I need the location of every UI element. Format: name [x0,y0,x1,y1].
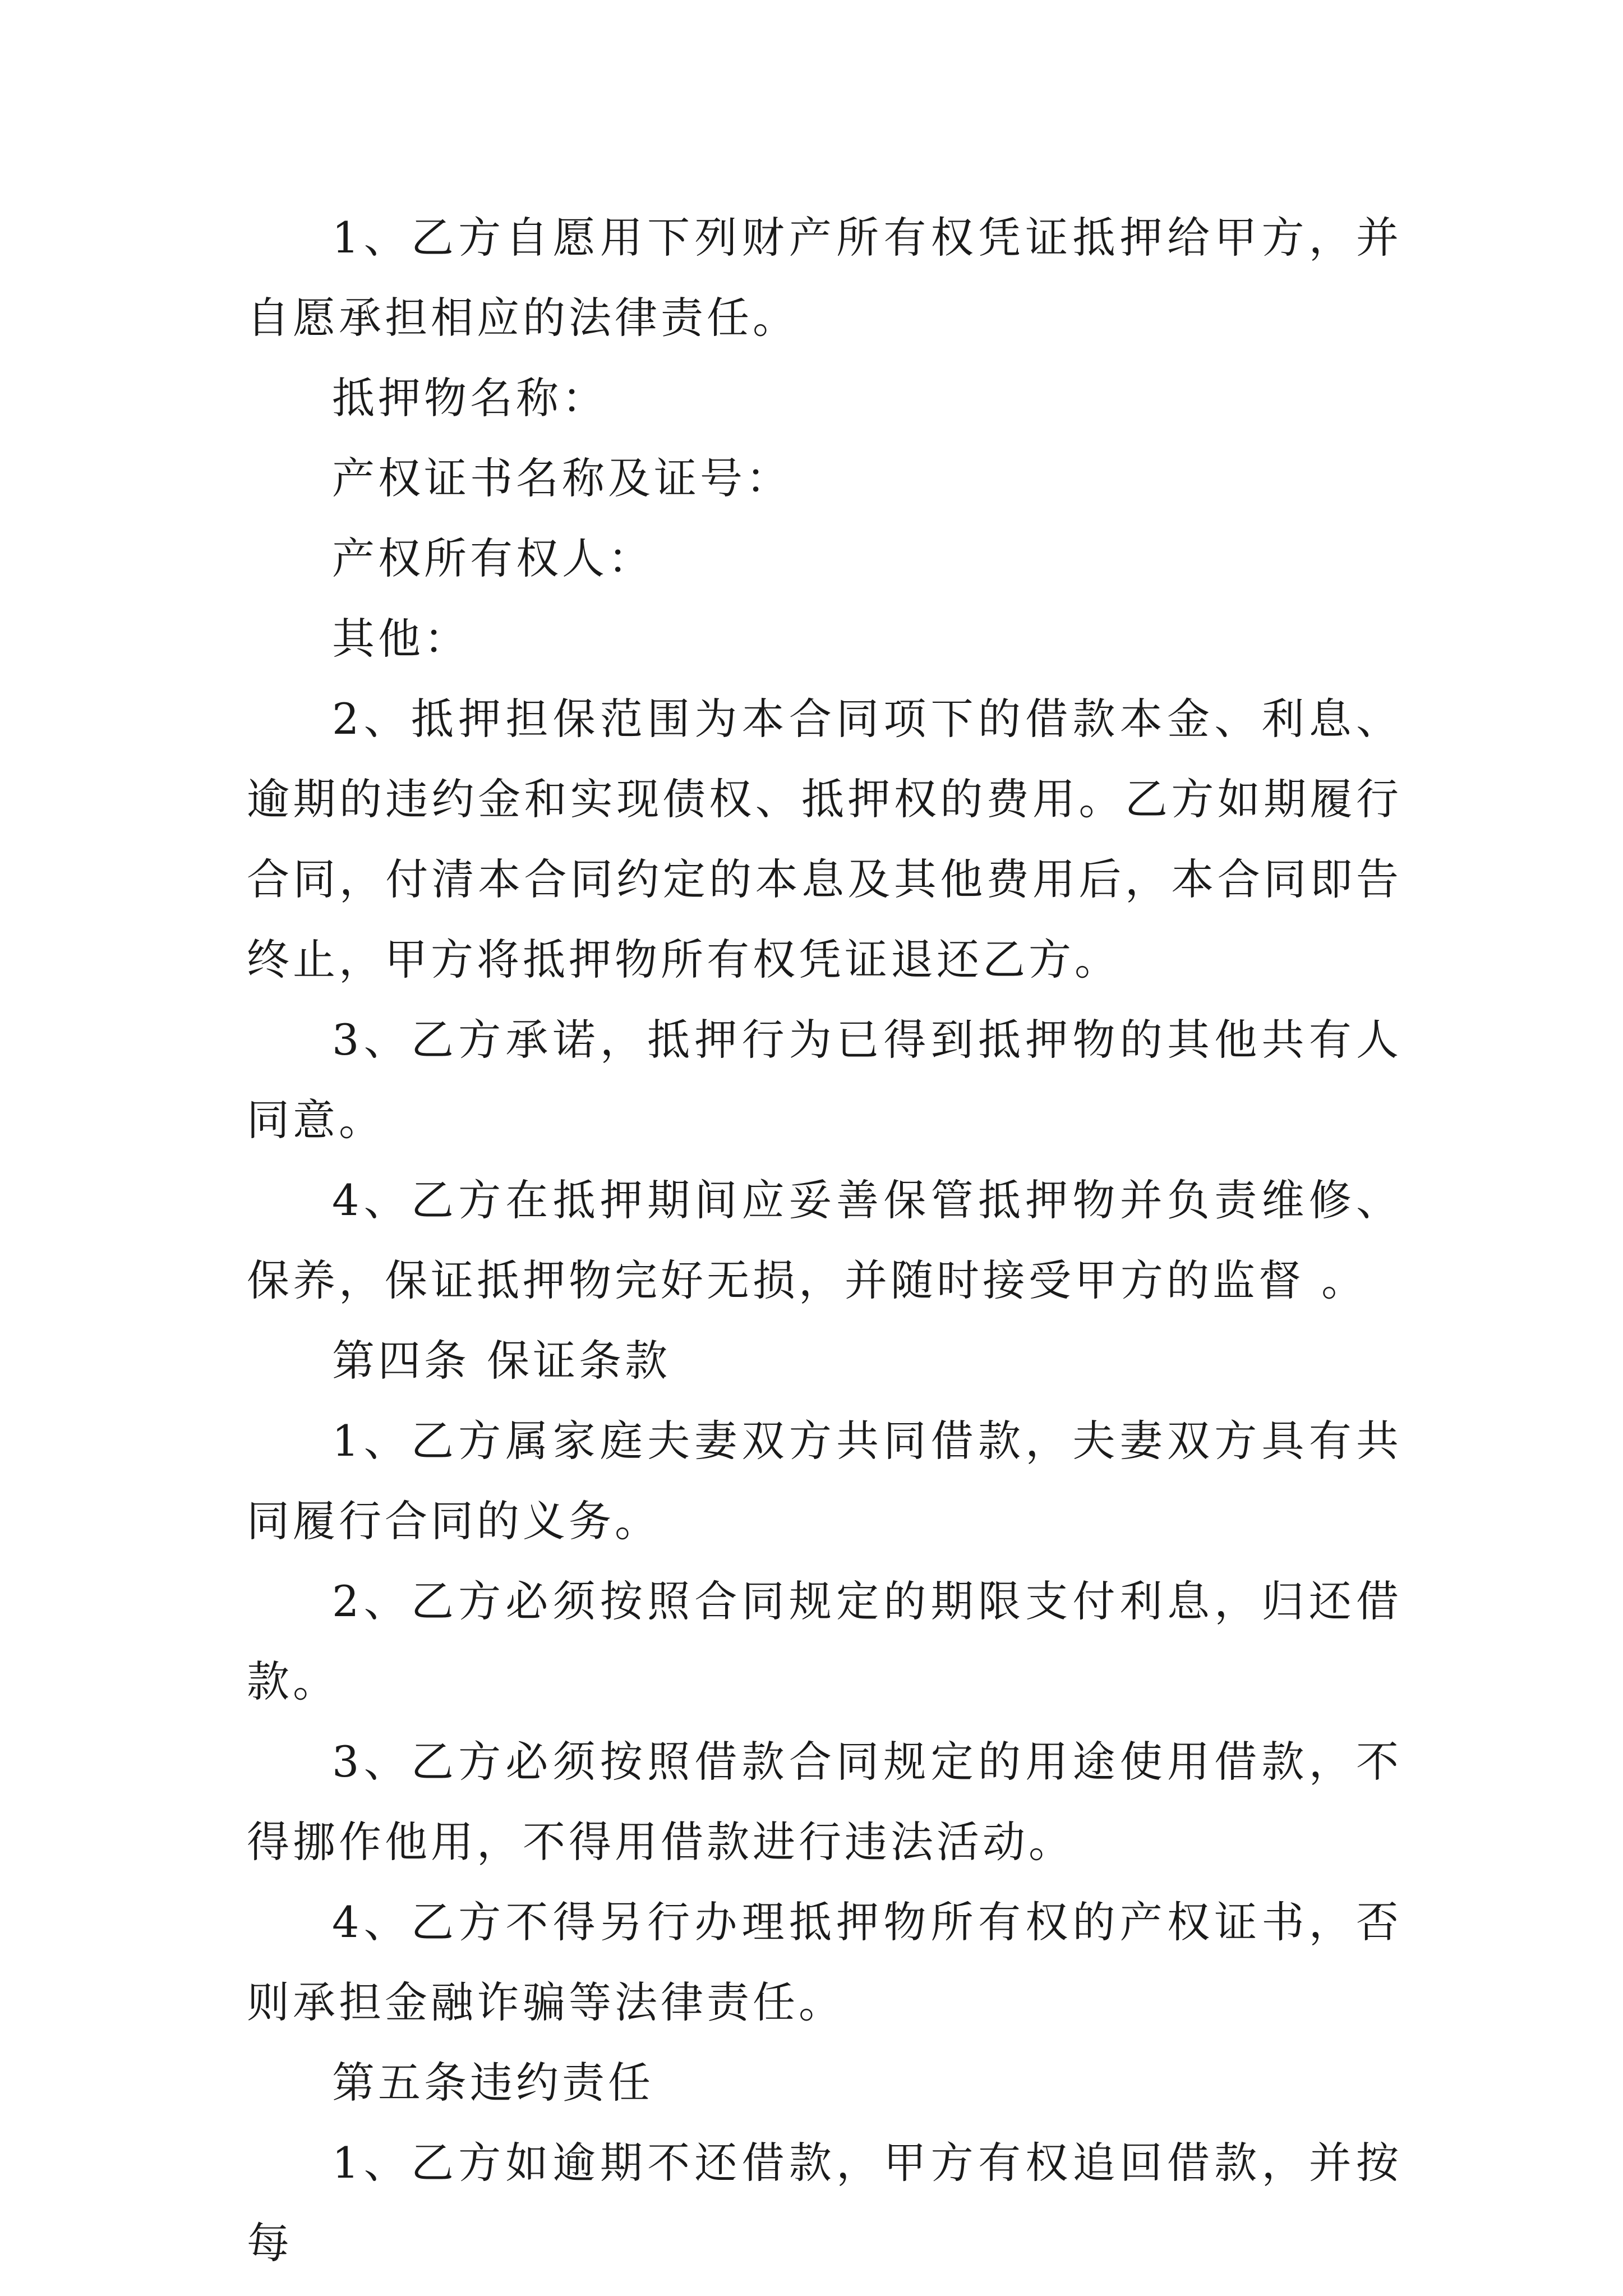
paragraph-collateral-name: 抵押物名称： [332,373,608,423]
paragraph-clause-3: 3、乙方承诺，抵押行为已得到抵押物的其他共有人同意。 [247,1015,1402,1145]
document-body [247,197,1402,2283]
paragraph-guarantee-3: 3、乙方必须按照借款合同规定的用途使用借款，不得挪作他用，不得用借款进行违法活动。 [247,1737,1402,1867]
paragraph-breach-1: 1、乙方如逾期不还借款，甲方有权追回借款，并按每 [247,2138,1402,2268]
paragraph-certificate-name: 产权证书名称及证号： [332,453,792,503]
paragraph-guarantee-4: 4、乙方不得另行办理抵押物所有权的产权证书，否则承担金融诈骗等法律责任。 [247,1897,1402,2027]
section-heading-article-5: 第五条违约责任 [332,2058,654,2108]
paragraph-clause-1: 1、乙方自愿用下列财产所有权凭证抵押给甲方，并自愿承担相应的法律责任。 [247,213,1402,343]
paragraph-guarantee-1: 1、乙方属家庭夫妻双方共同借款，夫妻双方具有共同履行合同的义务。 [247,1416,1402,1546]
paragraph-other: 其他： [332,614,470,664]
paragraph-guarantee-2: 2、乙方必须按照合同规定的期限支付利息，归还借款。 [247,1576,1402,1706]
paragraph-clause-2: 2、抵押担保范围为本合同项下的借款本金、利息、逾期的违约金和实现债权、抵押权的费用。乙方如期履行合同，付清本合同约定的本息及其他费用后，本合同即告终止，甲方将抵押物所有权凭证退还乙方。 [247,694,1402,984]
section-heading-article-4: 第四条 保证条款 [332,1336,671,1386]
paragraph-clause-4: 4、乙方在抵押期间应妥善保管抵押物并负责维修、保养，保证抵押物完好无损，并随时接受甲方的监督 。 [247,1175,1402,1305]
paragraph-property-owner: 产权所有权人： [332,533,654,583]
